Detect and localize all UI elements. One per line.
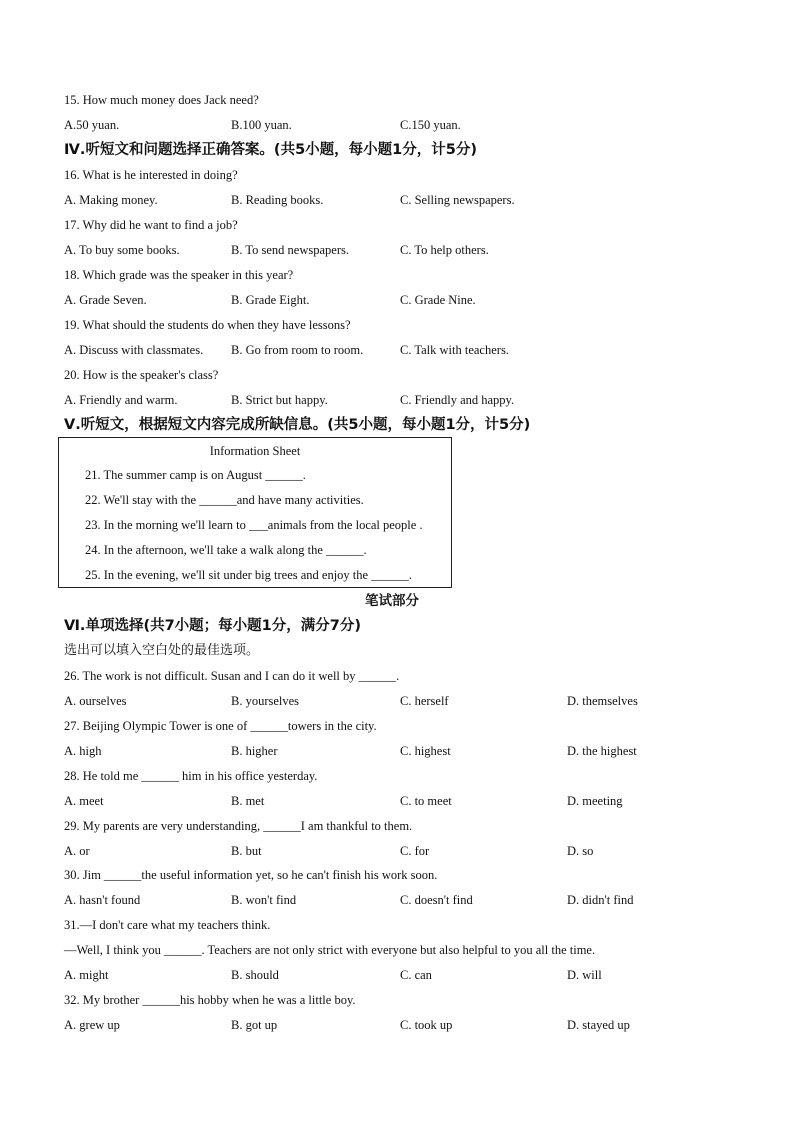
option-20a: A. Friendly and warm. [64,393,178,407]
option-32c: C. took up [400,1018,453,1032]
info-line-22: 22. We'll stay with the ______and have many activities. [85,493,364,507]
option-18c: C. Grade Nine. [400,293,476,307]
option-27c: C. highest [400,744,451,758]
option-29d: D. so [567,844,594,858]
option-18a: A. Grade Seven. [64,293,147,307]
option-16c: C. Selling newspapers. [400,193,515,207]
info-line-24: 24. In the afternoon, we'll take a walk along the ______. [85,543,367,557]
option-32d: D. stayed up [567,1018,630,1032]
section-5-heading: Ⅴ.听短文，根据短文内容完成所缺信息。(共5小题，每小题1分，计5分) [64,417,531,433]
option-15b: B.100 yuan. [231,118,292,132]
option-28a: A. meet [64,794,104,808]
info-line-25: 25. In the evening, we'll sit under big trees and enjoy the ______. [85,568,412,582]
section-6-heading: Ⅵ.单项选择(共7小题；每小题1分，满分7分) [64,618,361,634]
written-part-heading: 笔试部分 [365,593,419,609]
option-26b: B. yourselves [231,694,300,708]
option-31d: D. will [567,968,602,982]
question-28: 28. He told me ______ him in his office yesterday. [64,769,318,783]
option-19a: A. Discuss with classmates. [64,343,204,357]
option-28d: D. meeting [567,794,623,808]
option-31b: B. should [231,968,279,982]
info-line-23: 23. In the morning we'll learn to ___animals from the local people . [85,518,423,532]
option-19b: B. Go from room to room. [231,343,364,357]
option-30c: C. doesn't find [400,893,473,907]
option-31c: C. can [400,968,432,982]
option-29b: B. but [231,844,262,858]
question-27: 27. Beijing Olympic Tower is one of ______towers in the city. [64,719,377,733]
option-29a: A. or [64,844,90,858]
info-line-21: 21. The summer camp is on August ______. [85,468,306,482]
question-31: 31.—I don't care what my teachers think. [64,918,271,932]
section-6-instruction: 选出可以填入空白处的最佳选项。 [64,643,260,658]
option-16b: B. Reading books. [231,193,324,207]
option-15c: C.150 yuan. [400,118,461,132]
question-31-reply: —Well, I think you ______. Teachers are not only strict with everyone but also helpful to you all the time. [64,943,596,957]
question-16: 16. What is he interested in doing? [64,168,238,182]
question-17: 17. Why did he want to find a job? [64,218,238,232]
option-29c: C. for [400,844,430,858]
option-27b: B. higher [231,744,278,758]
option-26d: D. themselves [567,694,638,708]
question-20: 20. How is the speaker's class? [64,368,219,382]
information-sheet-title: Information Sheet [209,444,301,458]
option-30b: B. won't find [231,893,297,907]
option-18b: B. Grade Eight. [231,293,310,307]
option-17c: C. To help others. [400,243,489,257]
question-32: 32. My brother ______his hobby when he was a little boy. [64,993,356,1007]
question-15: 15. How much money does Jack need? [64,93,259,107]
option-16a: A. Making money. [64,193,158,207]
option-20b: B. Strict but happy. [231,393,328,407]
option-31a: A. might [64,968,109,982]
section-4-heading: Ⅳ.听短文和问题选择正确答案。(共5小题，每小题1分，计5分) [64,142,477,158]
question-19: 19. What should the students do when they have lessons? [64,318,351,332]
option-17b: B. To send newspapers. [231,243,349,257]
question-30: 30. Jim ______the useful information yet, so he can't finish his work soon. [64,868,438,882]
option-19c: C. Talk with teachers. [400,343,509,357]
option-32b: B. got up [231,1018,278,1032]
option-17a: A. To buy some books. [64,243,180,257]
option-26c: C. herself [400,694,449,708]
question-26: 26. The work is not difficult. Susan and I can do it well by ______. [64,669,400,683]
option-28c: C. to meet [400,794,452,808]
information-sheet-box [58,437,452,588]
question-29: 29. My parents are very understanding, ______I am thankful to them. [64,819,413,833]
option-15a: A.50 yuan. [64,118,120,132]
option-27a: A. high [64,744,102,758]
option-30a: A. hasn't found [64,893,141,907]
option-27d: D. the highest [567,744,637,758]
option-20c: C. Friendly and happy. [400,393,515,407]
option-32a: A. grew up [64,1018,120,1032]
option-28b: B. met [231,794,265,808]
option-26a: A. ourselves [64,694,127,708]
question-18: 18. Which grade was the speaker in this year? [64,268,294,282]
option-30d: D. didn't find [567,893,634,907]
